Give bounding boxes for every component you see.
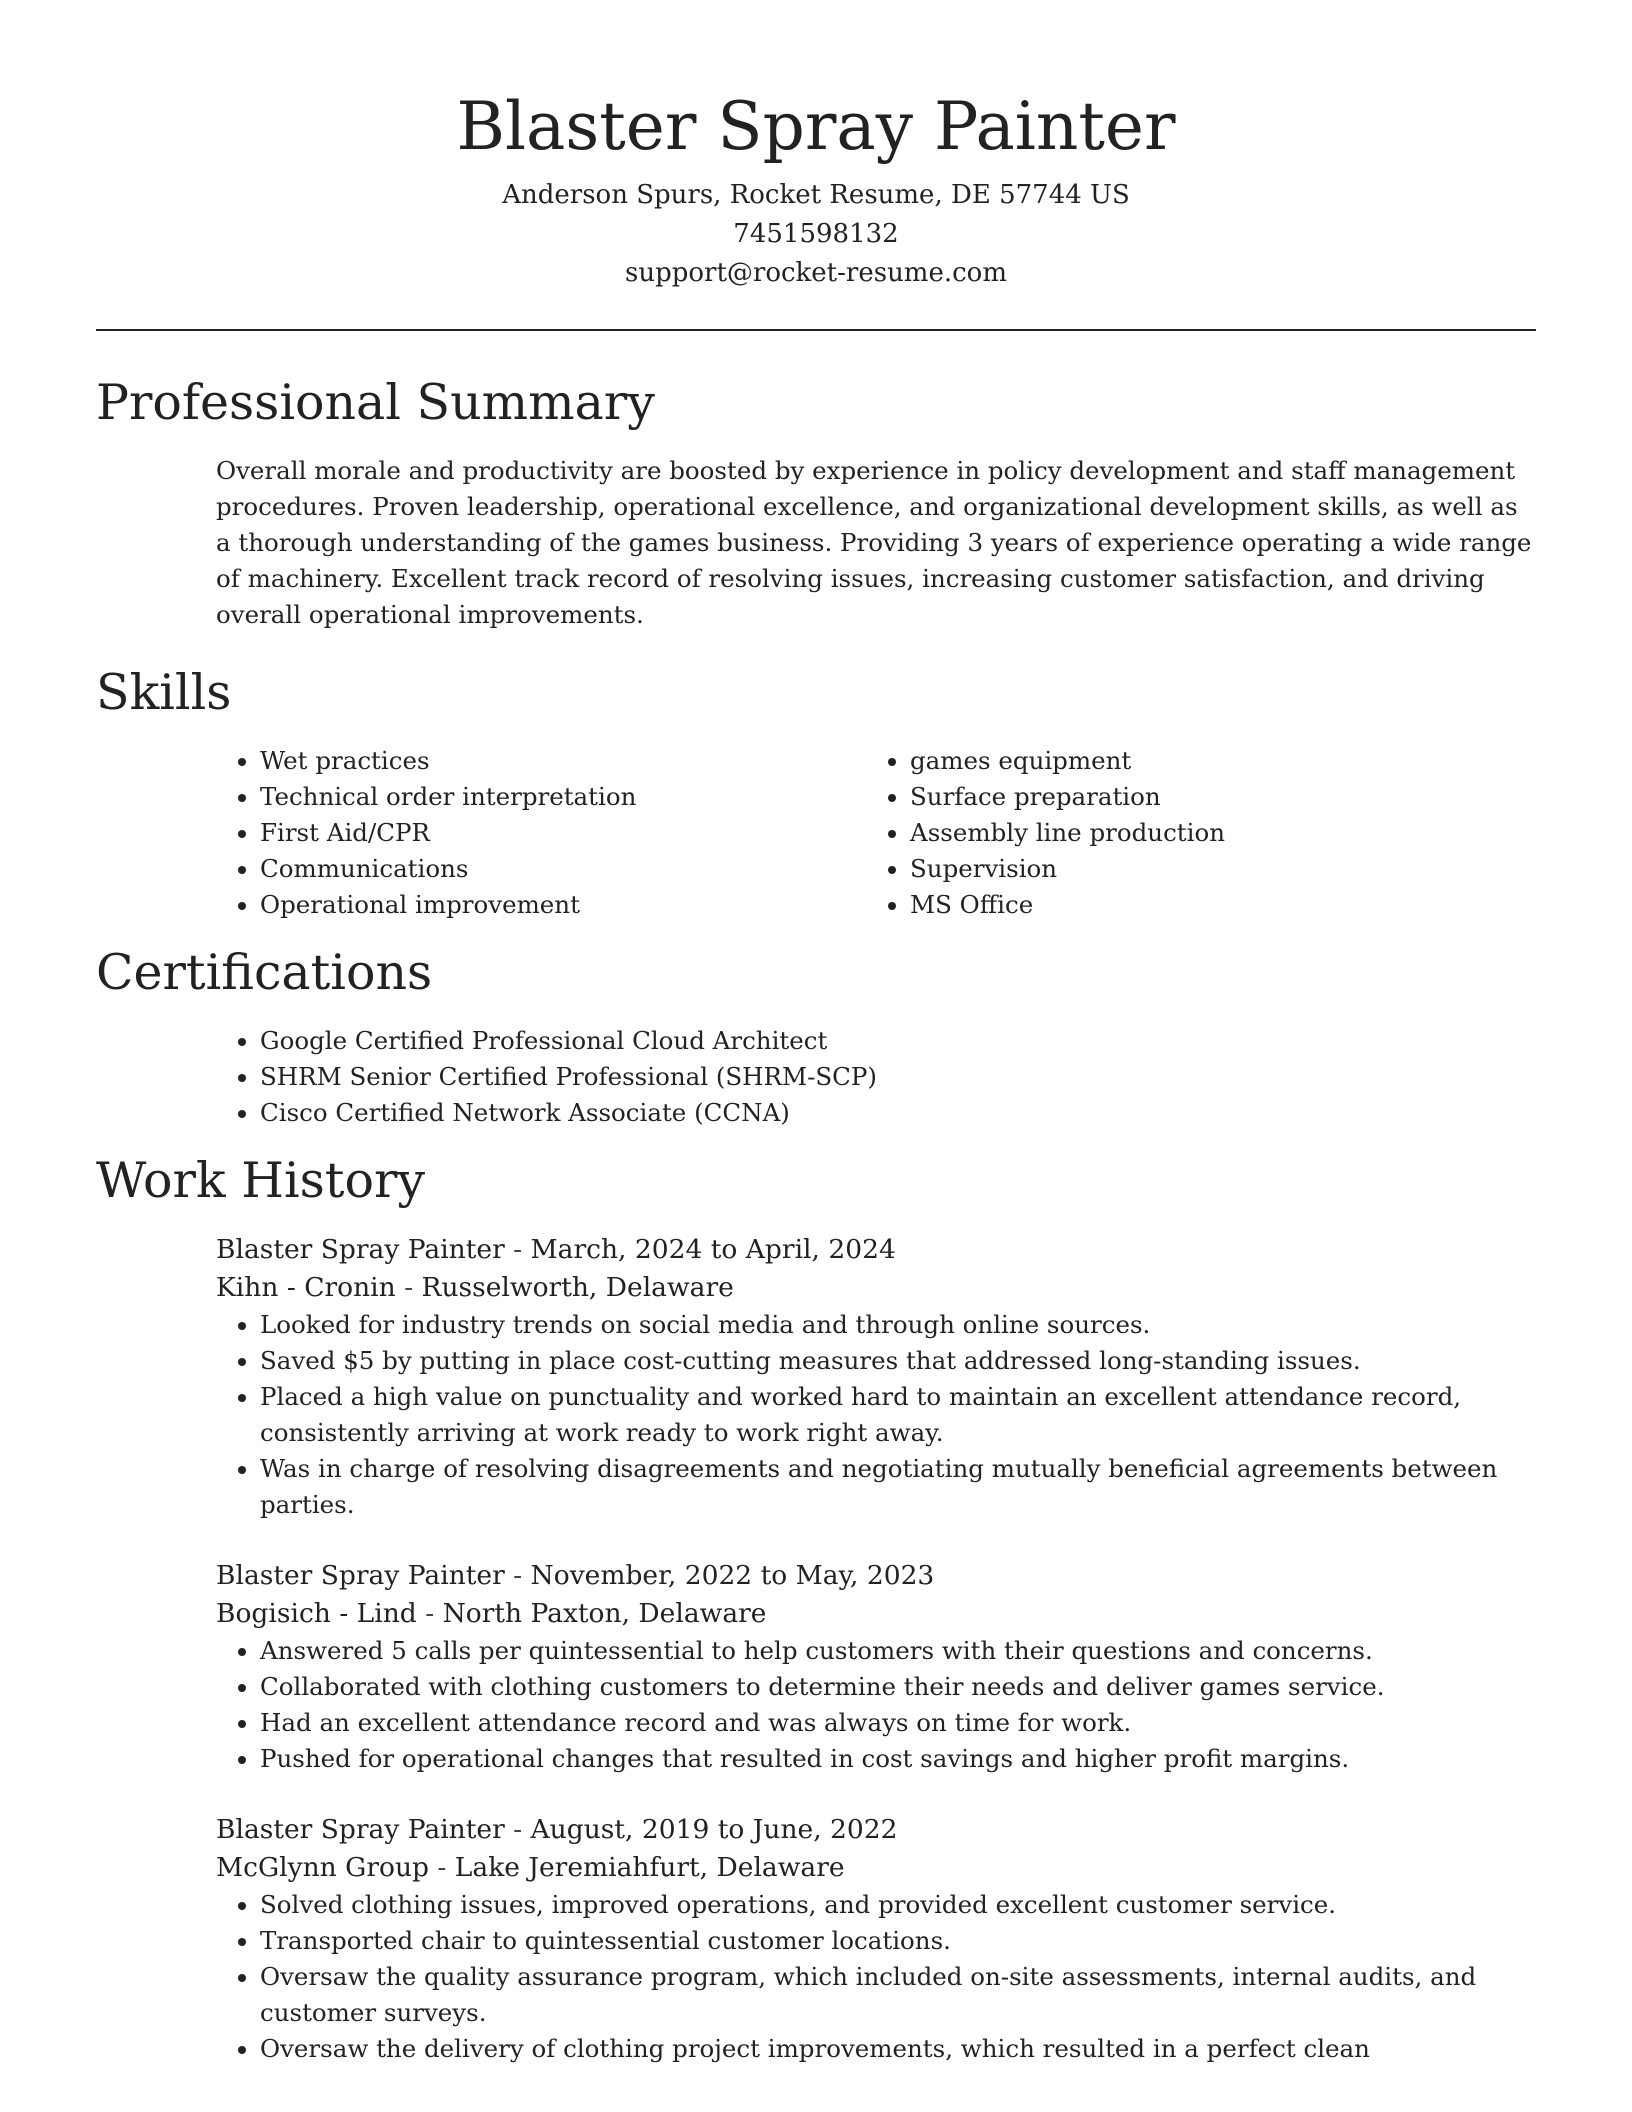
address: Anderson Spurs, Rocket Resume, DE 57744 US	[502, 180, 1130, 210]
certifications-block	[216, 1023, 1536, 1131]
certification-item: • Cisco Certified Network Associate (CCNA)	[260, 1095, 1536, 1131]
job-location: Lake Jeremiahfurt, Delaware	[454, 1852, 845, 1883]
summary-heading: Professional Summary	[96, 374, 655, 431]
job-duty: • Pushed for operational changes that resulted in cost savings and higher profit margins.	[260, 1741, 1536, 1777]
job-title-line	[216, 1231, 1536, 1269]
job-location: North Paxton, Delaware	[442, 1598, 767, 1629]
skills-list-left	[216, 743, 866, 923]
skills-column-right	[866, 743, 1516, 923]
separator: -	[428, 1852, 455, 1883]
skill-item: • First Aid/CPR	[260, 815, 866, 851]
skills-heading: Skills	[96, 664, 232, 721]
certification-item: • Google Certified Professional Cloud Architect	[260, 1023, 1536, 1059]
resume-page	[96, 0, 1536, 2067]
job-title-line	[216, 1811, 1536, 1849]
job-company: Bogisich - Lind	[216, 1598, 417, 1629]
job-duty: • Had an excellent attendance record and was always on time for work.	[260, 1705, 1536, 1741]
skill-item: • Supervision	[910, 851, 1516, 887]
job-entry	[216, 1231, 1536, 1523]
skills-column-left	[216, 743, 866, 923]
job-duty: • Collaborated with clothing customers to determine their needs and deliver games service.	[260, 1669, 1536, 1705]
work-history-heading: Work History	[96, 1152, 426, 1209]
job-role: Blaster Spray Painter	[216, 1560, 505, 1591]
certification-item: • SHRM Senior Certified Professional (SHRM-SCP)	[260, 1059, 1536, 1095]
job-title-line	[216, 1557, 1536, 1595]
job-duty: • Placed a high value on punctuality and worked hard to maintain an excellent attendance record, consistently arriving at work ready to work right away.	[260, 1379, 1536, 1451]
job-duty: • Looked for industry trends on social media and through online sources.	[260, 1307, 1536, 1343]
job-entry	[216, 1557, 1536, 1777]
job-dates: August, 2019 to June, 2022	[530, 1814, 898, 1845]
header-divider	[96, 329, 1536, 331]
skill-item: • games equipment	[910, 743, 1516, 779]
job-role: Blaster Spray Painter	[216, 1234, 505, 1265]
job-company-line	[216, 1269, 1536, 1307]
job-duties-list	[216, 1633, 1536, 1777]
skill-item: • Technical order interpretation	[260, 779, 866, 815]
separator: -	[395, 1272, 422, 1303]
job-location: Russelworth, Delaware	[421, 1272, 734, 1303]
resume-header	[96, 0, 1536, 293]
job-duty: • Saved $5 by putting in place cost-cutting measures that addressed long-standing issues.	[260, 1343, 1536, 1379]
summary-text: Overall morale and productivity are boosted by experience in policy development and staff management procedures. Proven leadership, operational excellence, and organizational development skills, as well as a thorough understanding of the games business. Providing 3 years of experience operating a wide range of machinery. Excellent track record of resolving issues, increasing customer satisfaction, and driving overall operational improvements.	[216, 456, 1532, 629]
job-duties-list	[216, 1887, 1536, 2067]
job-entry	[216, 1811, 1536, 2067]
skill-item: • Surface preparation	[910, 779, 1516, 815]
certifications-heading: Certifications	[96, 944, 433, 1001]
job-company: McGlynn Group	[216, 1852, 429, 1883]
skill-item: • MS Office	[910, 887, 1516, 923]
job-duties-list	[216, 1307, 1536, 1523]
skill-item: • Communications	[260, 851, 866, 887]
job-duty: • Was in charge of resolving disagreements and negotiating mutually beneficial agreements between parties.	[260, 1451, 1536, 1523]
job-duty: • Transported chair to quintessential customer locations.	[260, 1923, 1536, 1959]
job-duty: • Oversaw the quality assurance program, which included on-site assessments, internal audits, and customer surveys.	[260, 1959, 1536, 2031]
separator: -	[416, 1598, 443, 1629]
skill-item: • Assembly line production	[910, 815, 1516, 851]
job-company-line	[216, 1595, 1536, 1633]
skill-item: • Wet practices	[260, 743, 866, 779]
job-duty: • Oversaw the delivery of clothing project improvements, which resulted in a perfect clean	[260, 2031, 1536, 2067]
skills-list-right	[866, 743, 1516, 923]
job-duty: • Answered 5 calls per quintessential to help customers with their questions and concerns.	[260, 1633, 1536, 1669]
separator: -	[504, 1560, 531, 1591]
separator: -	[504, 1234, 531, 1265]
job-role: Blaster Spray Painter	[216, 1814, 505, 1845]
phone-number: 7451598132	[733, 219, 899, 249]
email-address: support@rocket-resume.com	[624, 258, 1007, 288]
certifications-list	[216, 1023, 1536, 1131]
job-dates: March, 2024 to April, 2024	[530, 1234, 896, 1265]
skills-grid	[216, 743, 1536, 923]
candidate-name: Blaster Spray Painter	[456, 88, 1176, 165]
job-duty: • Solved clothing issues, improved operations, and provided excellent customer service.	[260, 1887, 1536, 1923]
job-company-line	[216, 1849, 1536, 1887]
skill-item: • Operational improvement	[260, 887, 866, 923]
separator: -	[504, 1814, 531, 1845]
job-dates: November, 2022 to May, 2023	[530, 1560, 935, 1591]
job-company: Kihn - Cronin	[216, 1272, 396, 1303]
